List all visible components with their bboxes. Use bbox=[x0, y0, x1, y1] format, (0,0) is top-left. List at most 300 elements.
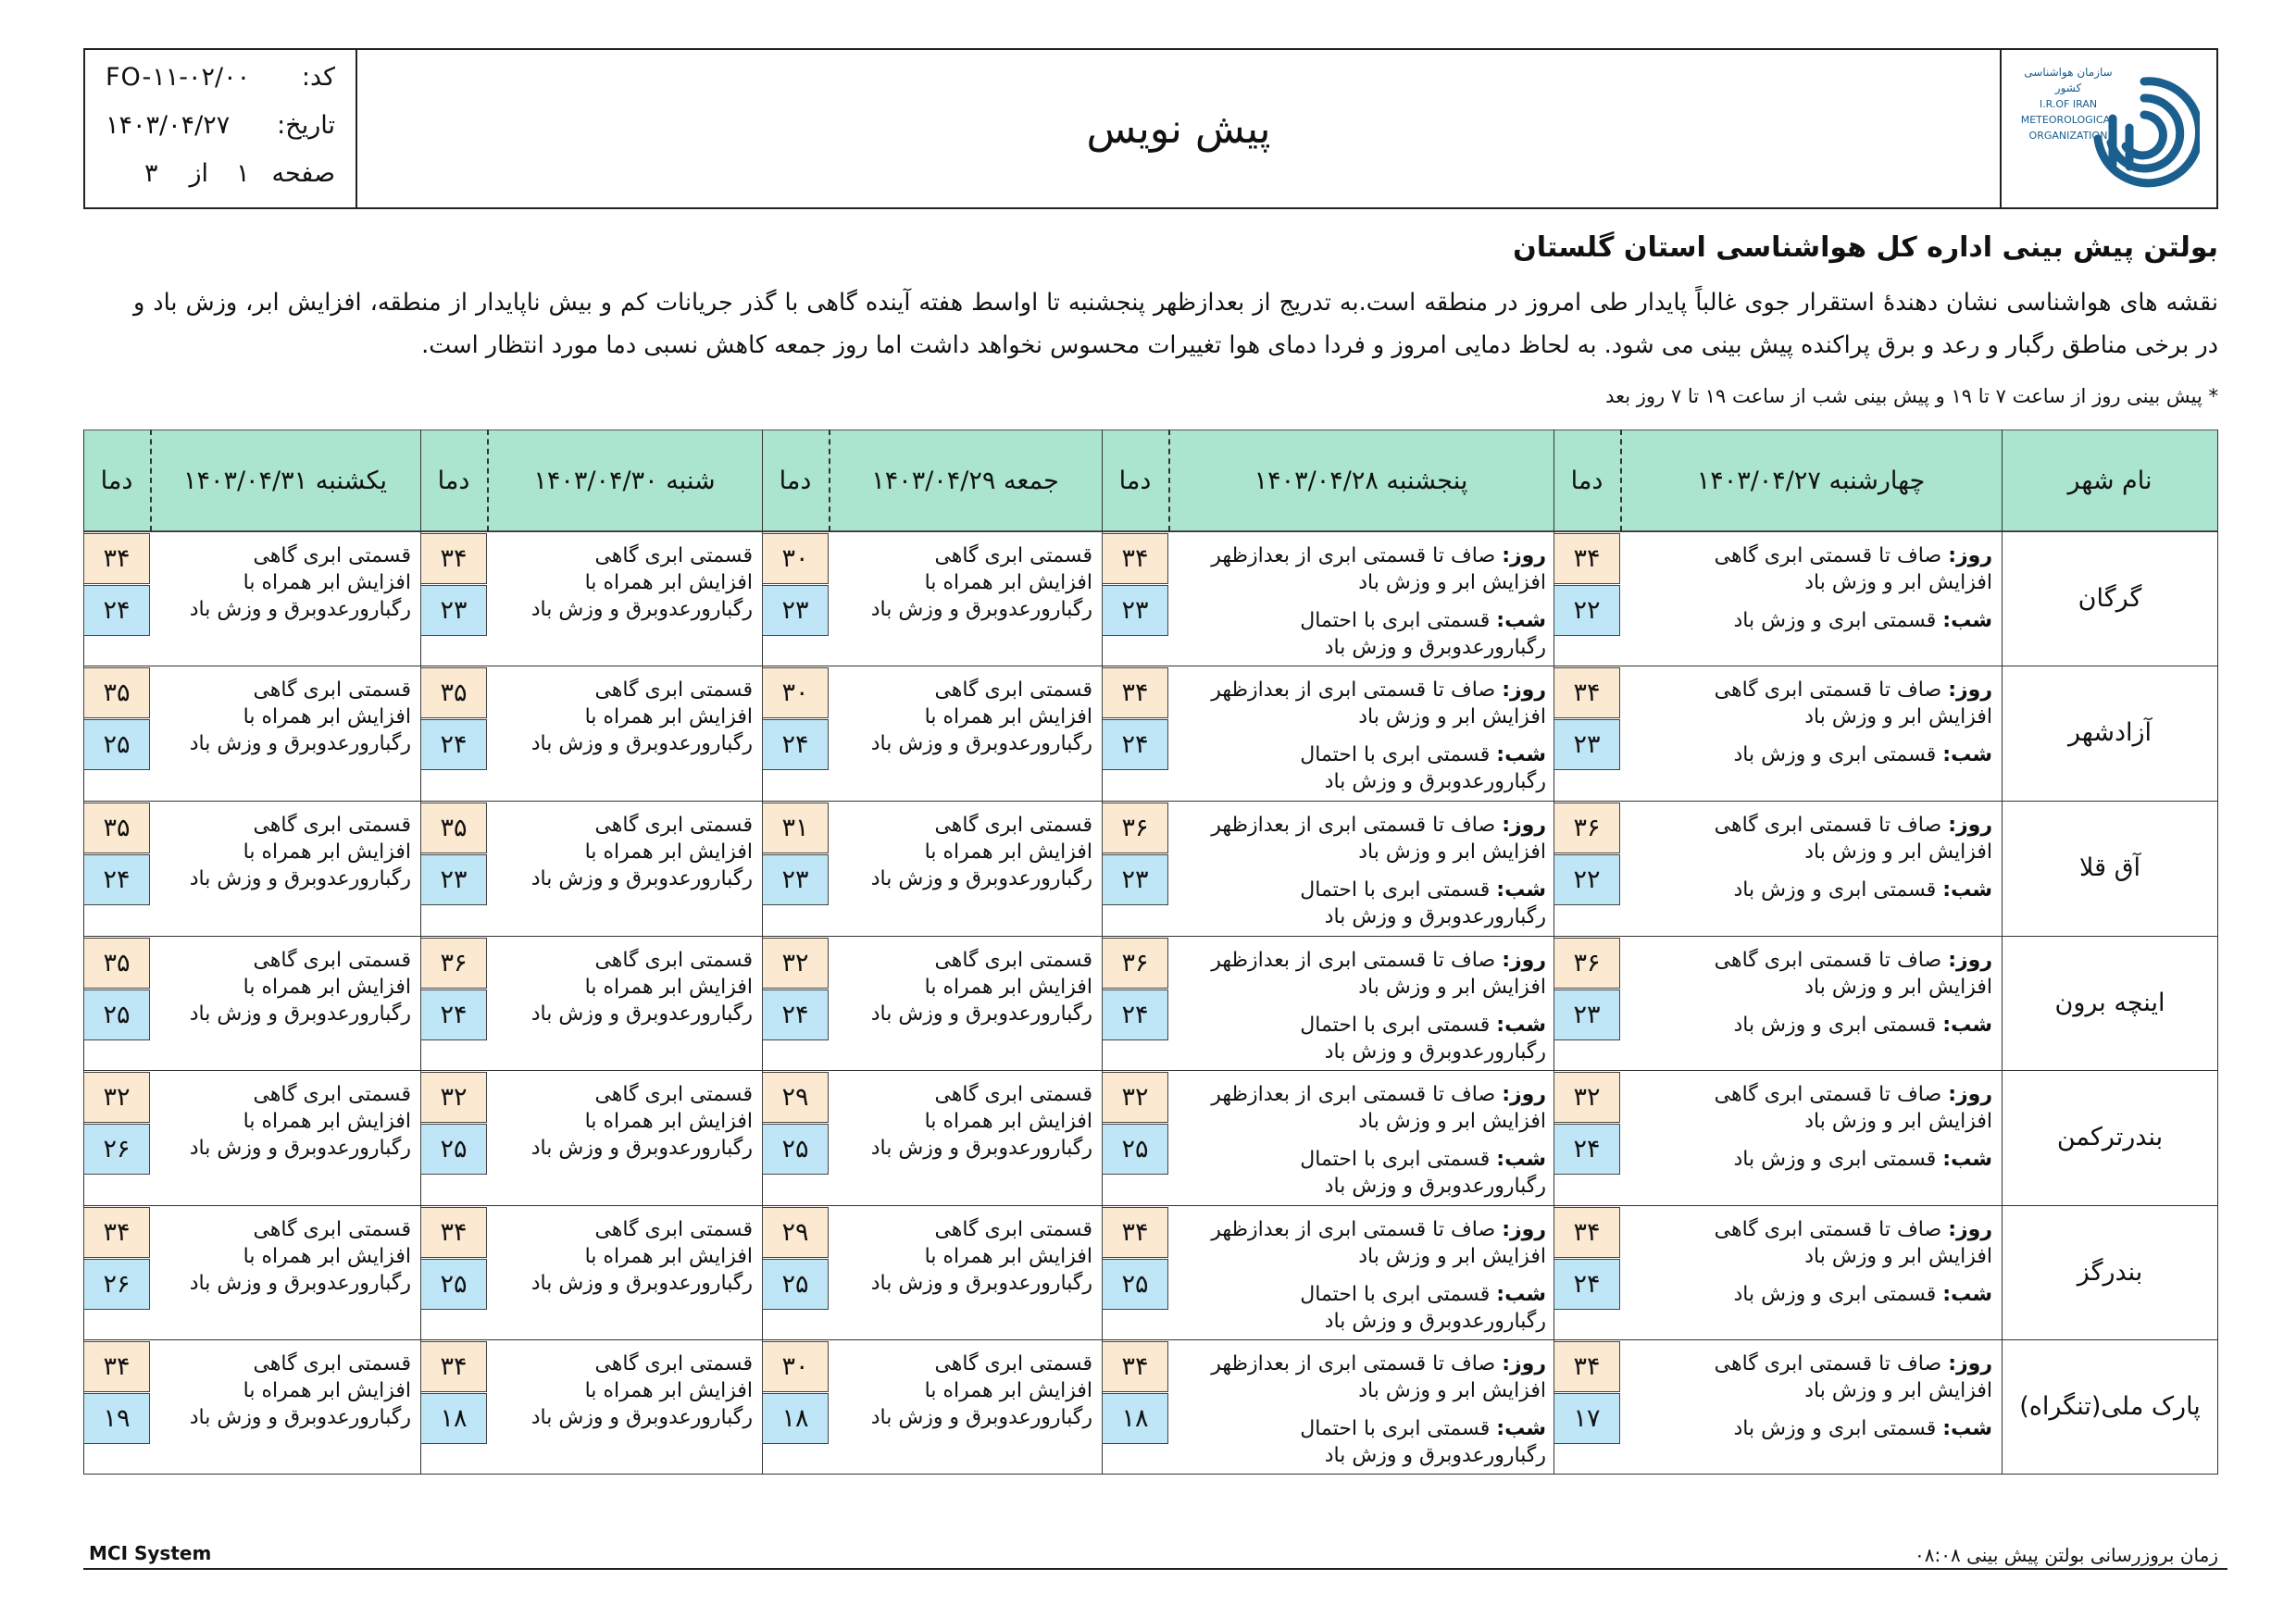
forecast-desc bbox=[871, 1081, 1092, 1162]
forecast-desc bbox=[190, 947, 411, 1027]
page-total: ۳ bbox=[144, 159, 158, 188]
day-text: صاف تا قسمتی ابری از بعدازظهر bbox=[1211, 1352, 1496, 1375]
forecast-desc bbox=[1715, 1216, 1992, 1308]
max-temp: ۳۴ bbox=[1554, 667, 1620, 718]
max-temp: ۳۲ bbox=[420, 1072, 487, 1123]
night-label: شب: bbox=[1496, 1417, 1546, 1440]
day-line bbox=[1211, 1216, 1546, 1243]
night-line bbox=[1715, 607, 1992, 634]
night-label: شب: bbox=[1496, 1283, 1546, 1306]
header-day-3: جمعه ۱۴۰۳/۰۴/۲۹ bbox=[829, 429, 1102, 531]
forecast-desc bbox=[190, 1216, 411, 1297]
code-value: FO-۱۱-۰۲/۰۰ bbox=[106, 63, 251, 92]
forecast-desc bbox=[190, 542, 411, 623]
header-dashed-divider bbox=[1168, 429, 1170, 531]
min-temp: ۱۸ bbox=[1102, 1393, 1168, 1444]
footer-line bbox=[83, 1568, 2227, 1570]
max-temp: ۳۲ bbox=[762, 938, 829, 989]
forecast-desc bbox=[871, 812, 1092, 892]
night-label: شب: bbox=[1942, 1417, 1992, 1440]
max-temp: ۳۴ bbox=[83, 1207, 150, 1258]
forecast-line: رگبارورعدوبرق و وزش باد bbox=[530, 598, 753, 621]
logo-text-en3: ORGANIZATION bbox=[2028, 130, 2108, 142]
forecast-line: افزایش ابر همراه با bbox=[584, 1110, 753, 1133]
night-label: شب: bbox=[1942, 609, 1992, 632]
night-text: رگبارورعدوبرق و وزش باد bbox=[1324, 636, 1546, 659]
night-label: شب: bbox=[1496, 1148, 1546, 1171]
min-temp: ۲۶ bbox=[83, 1124, 150, 1175]
day-label: روز: bbox=[1948, 1083, 1992, 1106]
forecast-line: قسمتی ابری گاهی bbox=[253, 544, 411, 567]
forecast-desc bbox=[1715, 677, 1992, 768]
night-text: قسمتی ابری و وزش باد bbox=[1733, 609, 1937, 632]
night-line bbox=[1715, 1281, 1992, 1308]
day-label: روز: bbox=[1502, 949, 1546, 972]
forecast-line: افزایش ابر همراه با bbox=[243, 840, 411, 864]
page-row bbox=[106, 159, 335, 188]
day-text: صاف تا قسمتی ابری گاهی bbox=[1714, 949, 1942, 972]
forecast-line: قسمتی ابری گاهی bbox=[253, 1083, 411, 1106]
document-info bbox=[85, 50, 357, 207]
forecast-summary: نقشه های هواشناسی نشان دهندۀ استقرار جوی غالباً پایدار طی امروز در منطقه است.به تدریج از بعدازظهر پنجشنبه تا اواسط هفته آینده گاهی با گذر جریانات کم و بیش ناپایدار از منطقه، افزایش ابر، وزش باد و در برخی مناطق رگبار و رعد و برق پراکنده پیش بینی می شود. به لحاظ دمایی امروز و فردا دمای هوا تغییرات محسوس نخواهد داشت اما روز جمعه کاهش نسبی دما مورد انتظار است. bbox=[133, 289, 2218, 359]
day-text: صاف تا قسمتی ابری از بعدازظهر bbox=[1211, 1218, 1496, 1241]
min-temp: ۲۳ bbox=[1102, 585, 1168, 636]
max-temp: ۳۲ bbox=[1554, 1072, 1620, 1123]
day-text: افزایش ابر و وزش باد bbox=[1358, 840, 1546, 864]
forecast-desc bbox=[1211, 1350, 1546, 1469]
row-border bbox=[83, 1474, 2218, 1475]
max-temp: ۳۴ bbox=[1102, 1341, 1168, 1392]
min-temp: ۲۵ bbox=[420, 1124, 487, 1175]
forecast-line: رگبارورعدوبرق و وزش باد bbox=[189, 598, 411, 621]
min-temp: ۲۴ bbox=[420, 989, 487, 1040]
min-temp: ۲۴ bbox=[762, 989, 829, 1040]
max-temp: ۳۴ bbox=[420, 1207, 487, 1258]
night-text: رگبارورعدوبرق و وزش باد bbox=[1324, 1175, 1546, 1198]
logo-text-fa: سازمان هواشناسی کشور bbox=[2024, 66, 2113, 94]
forecast-line: رگبارورعدوبرق و وزش باد bbox=[530, 1002, 753, 1026]
doc-title-area bbox=[357, 50, 2000, 207]
forecast-line: افزایش ابر همراه با bbox=[243, 976, 411, 999]
city-name: پارک ملی(تنگراه) bbox=[2019, 1392, 2201, 1421]
forecast-desc bbox=[871, 542, 1092, 623]
header-day-2: پنجشنبه ۱۴۰۳/۰۴/۲۸ bbox=[1168, 429, 1554, 531]
forecast-line: قسمتی ابری گاهی bbox=[934, 814, 1092, 837]
night-line bbox=[1715, 1146, 1992, 1173]
min-temp: ۱۷ bbox=[1554, 1393, 1620, 1444]
forecast-desc bbox=[1211, 947, 1546, 1065]
forecast-line: رگبارورعدوبرق و وزش باد bbox=[870, 598, 1092, 621]
max-temp: ۳۴ bbox=[420, 1341, 487, 1392]
day-text: صاف تا قسمتی ابری از بعدازظهر bbox=[1211, 544, 1496, 567]
city-name: آزادشهر bbox=[2067, 718, 2152, 747]
min-temp: ۲۵ bbox=[83, 989, 150, 1040]
row-border bbox=[83, 801, 2218, 802]
row-border bbox=[83, 1205, 2218, 1206]
night-text: قسمتی ابری با احتمال bbox=[1300, 1148, 1491, 1171]
city-name: بندرترکمن bbox=[2056, 1123, 2164, 1151]
forecast-desc bbox=[1715, 812, 1992, 903]
day-text: افزایش ابر و وزش باد bbox=[1804, 1379, 1992, 1402]
logo-text-en1: I.R.OF IRAN bbox=[2039, 98, 2098, 110]
day-text: صاف تا قسمتی ابری از بعدازظهر bbox=[1211, 949, 1496, 972]
forecast-line: قسمتی ابری گاهی bbox=[594, 949, 753, 972]
max-temp: ۳۵ bbox=[420, 803, 487, 853]
forecast-line: رگبارورعدوبرق و وزش باد bbox=[530, 867, 753, 890]
forecast-line: رگبارورعدوبرق و وزش باد bbox=[870, 732, 1092, 755]
forecast-line: رگبارورعدوبرق و وزش باد bbox=[530, 1272, 753, 1295]
night-line bbox=[1715, 741, 1992, 768]
forecast-desc bbox=[1715, 542, 1992, 634]
night-text: رگبارورعدوبرق و وزش باد bbox=[1324, 1310, 1546, 1333]
max-temp: ۳۰ bbox=[762, 1341, 829, 1392]
forecast-line: افزایش ابر همراه با bbox=[584, 571, 753, 594]
day-label: روز: bbox=[1948, 814, 1992, 837]
forecast-line: قسمتی ابری گاهی bbox=[934, 949, 1092, 972]
row-border bbox=[83, 1070, 2218, 1071]
forecast-desc bbox=[1211, 812, 1546, 930]
night-text: قسمتی ابری و وزش باد bbox=[1733, 1283, 1937, 1306]
day-line bbox=[1715, 542, 1992, 569]
forecast-line: افزایش ابر همراه با bbox=[584, 705, 753, 728]
night-line bbox=[1211, 607, 1546, 634]
night-text: رگبارورعدوبرق و وزش باد bbox=[1324, 905, 1546, 928]
forecast-line: قسمتی ابری گاهی bbox=[253, 949, 411, 972]
max-temp: ۳۴ bbox=[1554, 1341, 1620, 1392]
day-line bbox=[1211, 812, 1546, 839]
forecast-time-note: * پیش بینی روز از ساعت ۷ تا ۱۹ و پیش بینی شب از ساعت ۱۹ تا ۷ روز بعد bbox=[1605, 385, 2218, 407]
night-text: رگبارورعدوبرق و وزش باد bbox=[1324, 770, 1546, 793]
row-border bbox=[83, 1339, 2218, 1340]
min-temp: ۲۳ bbox=[420, 585, 487, 636]
night-line bbox=[1715, 877, 1992, 903]
logo-area bbox=[2000, 50, 2216, 207]
forecast-desc bbox=[1715, 947, 1992, 1039]
footer-system: MCI System bbox=[89, 1542, 212, 1564]
header-day-4: شنبه ۱۴۰۳/۰۴/۳۰ bbox=[487, 429, 762, 531]
day-text: صاف تا قسمتی ابری گاهی bbox=[1714, 1352, 1942, 1375]
min-temp: ۲۵ bbox=[1102, 1124, 1168, 1175]
day-line bbox=[1715, 1350, 1992, 1377]
min-temp: ۲۳ bbox=[762, 854, 829, 905]
forecast-line: رگبارورعدوبرق و وزش باد bbox=[189, 1002, 411, 1026]
header-temp-1: دما bbox=[1554, 429, 1620, 531]
max-temp: ۳۰ bbox=[762, 533, 829, 584]
min-temp: ۲۳ bbox=[1102, 854, 1168, 905]
night-text: رگبارورعدوبرق و وزش باد bbox=[1324, 1444, 1546, 1467]
header-city: نام شهر bbox=[2002, 429, 2218, 531]
forecast-line: قسمتی ابری گاهی bbox=[594, 544, 753, 567]
day-line bbox=[1715, 1216, 1992, 1243]
city-name: بندرگز bbox=[2077, 1258, 2143, 1287]
forecast-table bbox=[83, 429, 2218, 1474]
forecast-desc bbox=[531, 1350, 753, 1431]
min-temp: ۲۴ bbox=[1554, 1124, 1620, 1175]
day-text: افزایش ابر و وزش باد bbox=[1804, 840, 1992, 864]
day-text: صاف تا قسمتی ابری گاهی bbox=[1714, 1083, 1942, 1106]
forecast-line: افزایش ابر همراه با bbox=[584, 976, 753, 999]
night-label: شب: bbox=[1496, 1014, 1546, 1037]
day-line bbox=[1211, 1081, 1546, 1108]
forecast-line: رگبارورعدوبرق و وزش باد bbox=[189, 867, 411, 890]
header-dashed-divider bbox=[829, 429, 830, 531]
forecast-line: رگبارورعدوبرق و وزش باد bbox=[870, 867, 1092, 890]
day-text: افزایش ابر و وزش باد bbox=[1358, 1110, 1546, 1133]
forecast-desc bbox=[531, 1081, 753, 1162]
forecast-desc bbox=[1715, 1350, 1992, 1442]
page-of: از bbox=[189, 159, 209, 188]
day-line bbox=[1715, 947, 1992, 974]
night-text: قسمتی ابری با احتمال bbox=[1300, 1417, 1491, 1440]
logo-text-en2: METEOROLOGICAL bbox=[2020, 114, 2116, 126]
night-label: شب: bbox=[1942, 1283, 1992, 1306]
forecast-line: افزایش ابر همراه با bbox=[924, 1245, 1092, 1268]
night-line bbox=[1211, 1415, 1546, 1442]
max-temp: ۳۵ bbox=[83, 938, 150, 989]
forecast-line: قسمتی ابری گاهی bbox=[594, 1352, 753, 1375]
min-temp: ۲۳ bbox=[1554, 989, 1620, 1040]
forecast-desc bbox=[531, 677, 753, 757]
day-line bbox=[1715, 1081, 1992, 1108]
max-temp: ۲۹ bbox=[762, 1207, 829, 1258]
header-dashed-divider bbox=[1620, 429, 1622, 531]
forecast-line: افزایش ابر همراه با bbox=[243, 1245, 411, 1268]
forecast-line: قسمتی ابری گاهی bbox=[934, 1352, 1092, 1375]
night-label: شب: bbox=[1942, 1014, 1992, 1037]
forecast-line: رگبارورعدوبرق و وزش باد bbox=[870, 1002, 1092, 1026]
day-text: افزایش ابر و وزش باد bbox=[1804, 976, 1992, 999]
header-temp-3: دما bbox=[762, 429, 829, 531]
forecast-line: قسمتی ابری گاهی bbox=[934, 1218, 1092, 1241]
forecast-desc bbox=[1715, 1081, 1992, 1173]
forecast-line: رگبارورعدوبرق و وزش باد bbox=[189, 1272, 411, 1295]
forecast-line: افزایش ابر همراه با bbox=[584, 1379, 753, 1402]
day-label: روز: bbox=[1502, 544, 1546, 567]
night-text: قسمتی ابری با احتمال bbox=[1300, 1283, 1491, 1306]
night-text: قسمتی ابری و وزش باد bbox=[1733, 878, 1937, 902]
min-temp: ۲۳ bbox=[420, 854, 487, 905]
min-temp: ۲۲ bbox=[1554, 854, 1620, 905]
max-temp: ۳۴ bbox=[1102, 533, 1168, 584]
forecast-line: افزایش ابر همراه با bbox=[924, 1379, 1092, 1402]
min-temp: ۲۵ bbox=[1102, 1259, 1168, 1310]
forecast-line: قسمتی ابری گاهی bbox=[594, 1083, 753, 1106]
max-temp: ۳۴ bbox=[1102, 1207, 1168, 1258]
forecast-line: افزایش ابر همراه با bbox=[924, 976, 1092, 999]
night-line bbox=[1715, 1012, 1992, 1039]
max-temp: ۳۶ bbox=[1554, 938, 1620, 989]
day-label: روز: bbox=[1502, 1218, 1546, 1241]
footer-update-time: زمان بروزرسانی بولتن پیش بینی ۰۸:۰۸ bbox=[1915, 1544, 2218, 1566]
forecast-line: افزایش ابر همراه با bbox=[924, 571, 1092, 594]
forecast-desc bbox=[871, 1350, 1092, 1431]
min-temp: ۲۳ bbox=[1554, 719, 1620, 770]
day-line bbox=[1211, 542, 1546, 569]
forecast-desc bbox=[871, 1216, 1092, 1297]
document-header bbox=[83, 48, 2218, 209]
night-label: شب: bbox=[1496, 743, 1546, 766]
header-day-1: چهارشنبه ۱۴۰۳/۰۴/۲۷ bbox=[1620, 429, 2002, 531]
forecast-desc bbox=[871, 947, 1092, 1027]
night-text: قسمتی ابری و وزش باد bbox=[1733, 743, 1937, 766]
page-label: صفحه bbox=[271, 159, 335, 188]
header-dashed-divider bbox=[487, 429, 489, 531]
night-label: شب: bbox=[1496, 609, 1546, 632]
day-label: روز: bbox=[1502, 678, 1546, 702]
city-name: آق قلا bbox=[2078, 853, 2141, 882]
night-line bbox=[1211, 1146, 1546, 1173]
forecast-line: افزایش ابر همراه با bbox=[243, 705, 411, 728]
day-text: صاف تا قسمتی ابری گاهی bbox=[1714, 544, 1942, 567]
night-line bbox=[1211, 741, 1546, 768]
forecast-desc bbox=[531, 947, 753, 1027]
min-temp: ۲۴ bbox=[83, 585, 150, 636]
forecast-line: افزایش ابر همراه با bbox=[584, 840, 753, 864]
bulletin-title: بولتن پیش بینی اداره کل هواشناسی استان گلستان bbox=[1513, 231, 2218, 264]
max-temp: ۳۰ bbox=[762, 667, 829, 718]
max-temp: ۳۴ bbox=[420, 533, 487, 584]
forecast-line: رگبارورعدوبرق و وزش باد bbox=[870, 1272, 1092, 1295]
day-text: صاف تا قسمتی ابری گاهی bbox=[1714, 1218, 1942, 1241]
min-temp: ۲۵ bbox=[762, 1259, 829, 1310]
day-label: روز: bbox=[1948, 1352, 1992, 1375]
min-temp: ۲۶ bbox=[83, 1259, 150, 1310]
max-temp: ۳۵ bbox=[420, 667, 487, 718]
row-border bbox=[83, 936, 2218, 937]
forecast-line: رگبارورعدوبرق و وزش باد bbox=[530, 732, 753, 755]
min-temp: ۱۹ bbox=[83, 1393, 150, 1444]
night-text: قسمتی ابری با احتمال bbox=[1300, 743, 1491, 766]
night-label: شب: bbox=[1496, 878, 1546, 902]
forecast-line: افزایش ابر همراه با bbox=[243, 571, 411, 594]
forecast-desc bbox=[531, 542, 753, 623]
date-row bbox=[106, 111, 335, 140]
day-label: روز: bbox=[1948, 544, 1992, 567]
night-text: قسمتی ابری با احتمال bbox=[1300, 1014, 1491, 1037]
forecast-line: قسمتی ابری گاهی bbox=[594, 814, 753, 837]
forecast-line: افزایش ابر همراه با bbox=[924, 1110, 1092, 1133]
min-temp: ۲۵ bbox=[762, 1124, 829, 1175]
day-label: روز: bbox=[1948, 1218, 1992, 1241]
forecast-line: قسمتی ابری گاهی bbox=[934, 1083, 1092, 1106]
min-temp: ۲۴ bbox=[762, 719, 829, 770]
forecast-line: رگبارورعدوبرق و وزش باد bbox=[189, 1406, 411, 1429]
min-temp: ۲۳ bbox=[762, 585, 829, 636]
max-temp: ۳۴ bbox=[1102, 667, 1168, 718]
max-temp: ۳۴ bbox=[83, 533, 150, 584]
day-text: افزایش ابر و وزش باد bbox=[1804, 705, 1992, 728]
night-text: قسمتی ابری با احتمال bbox=[1300, 878, 1491, 902]
max-temp: ۳۱ bbox=[762, 803, 829, 853]
forecast-line: قسمتی ابری گاهی bbox=[594, 678, 753, 702]
row-border bbox=[83, 531, 2218, 532]
night-line bbox=[1211, 877, 1546, 903]
max-temp: ۳۶ bbox=[1554, 803, 1620, 853]
min-temp: ۲۵ bbox=[420, 1259, 487, 1310]
night-line bbox=[1211, 1281, 1546, 1308]
day-label: روز: bbox=[1948, 678, 1992, 702]
forecast-desc bbox=[531, 1216, 753, 1297]
min-temp: ۲۴ bbox=[1554, 1259, 1620, 1310]
day-text: صاف تا قسمتی ابری از بعدازظهر bbox=[1211, 1083, 1496, 1106]
day-line bbox=[1211, 677, 1546, 703]
night-text: قسمتی ابری با احتمال bbox=[1300, 609, 1491, 632]
night-label: شب: bbox=[1942, 878, 1992, 902]
night-line bbox=[1715, 1415, 1992, 1442]
max-temp: ۳۵ bbox=[83, 667, 150, 718]
day-label: روز: bbox=[1502, 1352, 1546, 1375]
night-label: شب: bbox=[1942, 1148, 1992, 1171]
date-value: ۱۴۰۳/۰۴/۲۷ bbox=[106, 111, 231, 140]
min-temp: ۱۸ bbox=[420, 1393, 487, 1444]
meteorological-logo-icon bbox=[2089, 63, 2200, 202]
header-temp-5: دما bbox=[83, 429, 150, 531]
city-name: گرگان bbox=[2078, 584, 2142, 613]
min-temp: ۱۸ bbox=[762, 1393, 829, 1444]
max-temp: ۳۴ bbox=[83, 1341, 150, 1392]
doc-title: پیش نویس bbox=[1086, 105, 1271, 153]
min-temp: ۲۴ bbox=[83, 854, 150, 905]
night-text: قسمتی ابری و وزش باد bbox=[1733, 1417, 1937, 1440]
min-temp: ۲۴ bbox=[420, 719, 487, 770]
day-text: صاف تا قسمتی ابری از بعدازظهر bbox=[1211, 678, 1496, 702]
header-day-5: یکشنبه ۱۴۰۳/۰۴/۳۱ bbox=[150, 429, 420, 531]
forecast-desc bbox=[1211, 1081, 1546, 1200]
day-label: روز: bbox=[1948, 949, 1992, 972]
forecast-line: افزایش ابر همراه با bbox=[924, 705, 1092, 728]
code-label: کد: bbox=[301, 63, 335, 92]
header-temp-4: دما bbox=[420, 429, 487, 531]
day-text: صاف تا قسمتی ابری گاهی bbox=[1714, 814, 1942, 837]
date-label: تاریخ: bbox=[277, 111, 335, 140]
forecast-line: افزایش ابر همراه با bbox=[243, 1110, 411, 1133]
min-temp: ۲۲ bbox=[1554, 585, 1620, 636]
forecast-desc bbox=[871, 677, 1092, 757]
forecast-desc bbox=[1211, 1216, 1546, 1335]
max-temp: ۳۲ bbox=[83, 1072, 150, 1123]
forecast-line: رگبارورعدوبرق و وزش باد bbox=[870, 1406, 1092, 1429]
day-text: افزایش ابر و وزش باد bbox=[1358, 705, 1546, 728]
forecast-line: افزایش ابر همراه با bbox=[924, 840, 1092, 864]
forecast-line: قسمتی ابری گاهی bbox=[594, 1218, 753, 1241]
forecast-line: افزایش ابر همراه با bbox=[584, 1245, 753, 1268]
day-text: صاف تا قسمتی ابری از بعدازظهر bbox=[1211, 814, 1496, 837]
min-temp: ۲۵ bbox=[83, 719, 150, 770]
city-name: اینچه برون bbox=[2054, 989, 2165, 1017]
day-text: صاف تا قسمتی ابری گاهی bbox=[1714, 678, 1942, 702]
forecast-desc bbox=[190, 812, 411, 892]
day-text: افزایش ابر و وزش باد bbox=[1358, 976, 1546, 999]
forecast-line: قسمتی ابری گاهی bbox=[253, 1218, 411, 1241]
forecast-desc bbox=[190, 1350, 411, 1431]
day-text: افزایش ابر و وزش باد bbox=[1358, 1245, 1546, 1268]
night-text: قسمتی ابری و وزش باد bbox=[1733, 1014, 1937, 1037]
day-line bbox=[1715, 812, 1992, 839]
forecast-line: قسمتی ابری گاهی bbox=[253, 814, 411, 837]
max-temp: ۳۵ bbox=[83, 803, 150, 853]
day-label: روز: bbox=[1502, 1083, 1546, 1106]
max-temp: ۲۹ bbox=[762, 1072, 829, 1123]
forecast-desc bbox=[190, 677, 411, 757]
code-row bbox=[106, 63, 335, 92]
day-line bbox=[1715, 677, 1992, 703]
forecast-desc bbox=[1211, 542, 1546, 661]
day-text: افزایش ابر و وزش باد bbox=[1804, 1110, 1992, 1133]
night-label: شب: bbox=[1942, 743, 1992, 766]
day-text: افزایش ابر و وزش باد bbox=[1804, 571, 1992, 594]
night-line bbox=[1211, 1012, 1546, 1039]
max-temp: ۳۶ bbox=[420, 938, 487, 989]
